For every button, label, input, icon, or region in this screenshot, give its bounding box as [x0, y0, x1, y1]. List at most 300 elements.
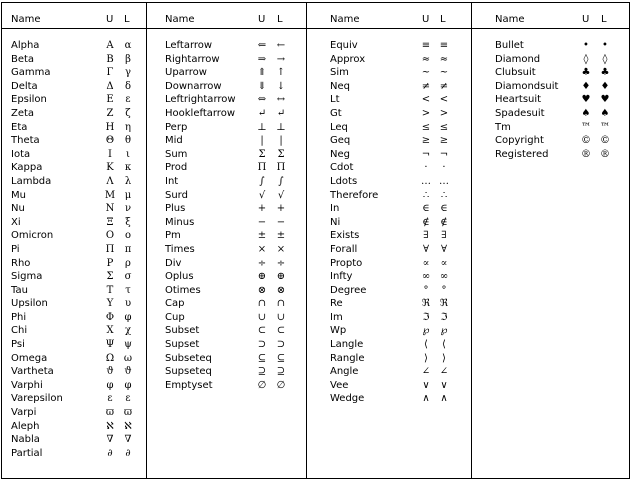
symbol-lower: ⟨: [442, 339, 446, 351]
symbol-row: [2, 202, 146, 216]
symbol-upper: |: [260, 135, 264, 147]
symbol-lower: ⊇: [276, 366, 286, 378]
symbol-name: Degree: [330, 284, 367, 296]
symbol-name: Oplus: [165, 271, 194, 283]
symbol-upper: ≡: [421, 40, 431, 51]
symbol-row: [2, 447, 146, 461]
symbol-upper: −: [257, 216, 267, 228]
symbol-name: Varpi: [11, 407, 37, 419]
symbol-name: Lambda: [11, 175, 52, 187]
symbol-upper: ∞: [421, 271, 431, 283]
symbol-upper: ⊗: [257, 284, 267, 296]
symbol-upper: ♥: [581, 94, 591, 106]
symbol-upper: Δ: [106, 80, 114, 92]
symbol-upper: ∇: [106, 434, 114, 446]
symbol-row: [307, 107, 471, 121]
symbol-lower: ε: [125, 393, 131, 405]
symbol-upper: Ζ: [106, 107, 114, 119]
symbol-upper: ϑ: [106, 366, 114, 378]
symbol-name: Sum: [165, 148, 188, 160]
symbol-lower: ⟩: [442, 352, 446, 364]
symbol-upper: Β: [106, 53, 114, 65]
symbol-row: [2, 433, 146, 447]
symbol-row: [307, 189, 471, 203]
symbol-lower: ∞: [439, 271, 449, 283]
symbol-upper: Σ: [106, 271, 114, 283]
symbol-row: [472, 107, 629, 121]
symbol-upper: Ν: [105, 203, 115, 215]
symbol-upper: Η: [105, 121, 115, 133]
symbol-name: Pm: [165, 230, 181, 242]
symbol-row: [472, 148, 629, 162]
symbol-lower: ∧: [440, 393, 448, 405]
symbol-row: [307, 284, 471, 298]
symbol-lower: +: [276, 203, 286, 215]
symbol-upper: ⇒: [257, 53, 267, 65]
symbol-lower: ~: [439, 67, 449, 79]
symbol-lower: ≡: [439, 40, 449, 51]
symbol-name: Omicron: [11, 230, 54, 242]
symbol-lower: ℑ: [440, 311, 448, 323]
header-upper: U: [582, 14, 590, 25]
header-lower: L: [277, 14, 283, 25]
symbol-name: Nabla: [11, 434, 40, 446]
symbol-name: Clubsuit: [495, 67, 536, 79]
symbol-lower: Π: [276, 162, 286, 174]
symbol-upper: °: [423, 284, 429, 296]
symbol-name: Diamondsuit: [495, 80, 559, 92]
symbol-row: [2, 189, 146, 203]
symbol-lower: ϑ: [124, 366, 132, 378]
symbol-row: [307, 311, 471, 325]
symbol-row: [2, 80, 146, 94]
symbol-name: Infty: [330, 271, 353, 283]
symbol-lower: φ: [124, 379, 132, 391]
symbol-row: [147, 66, 306, 80]
symbol-row: [307, 229, 471, 243]
symbol-upper: ∴: [422, 189, 430, 201]
symbol-upper: ≠: [421, 80, 431, 92]
symbol-lower: ζ: [125, 107, 131, 119]
symbol-name: Perp: [165, 121, 188, 133]
symbol-lower: ∴: [440, 189, 448, 201]
symbol-upper: ℑ: [422, 311, 430, 323]
header-name: Name: [11, 14, 41, 25]
symbol-lower: ≈: [439, 53, 449, 65]
symbol-lower: γ: [125, 67, 131, 79]
symbol-lower: μ: [124, 189, 132, 201]
symbol-name: Varepsilon: [11, 393, 63, 405]
symbol-lower: ∀: [440, 243, 448, 255]
symbol-upper: ∃: [423, 230, 429, 242]
symbol-upper: ¬: [421, 148, 431, 160]
symbol-upper: ∪: [257, 311, 267, 323]
symbol-row: [2, 352, 146, 366]
symbol-lower: ≤: [439, 121, 449, 133]
symbol-lower: ♣: [600, 67, 610, 79]
symbol-row: [147, 202, 306, 216]
symbol-list: [147, 39, 306, 392]
symbol-lower: ™: [600, 121, 610, 133]
symbol-lower: ◊: [602, 53, 608, 65]
symbol-upper: ℵ: [106, 420, 114, 432]
symbol-upper: Ο: [105, 230, 115, 242]
symbol-lower: ±: [276, 230, 286, 242]
symbol-upper: Χ: [106, 325, 114, 337]
symbol-name: Zeta: [11, 107, 35, 119]
symbol-lower: Σ: [277, 148, 285, 160]
symbol-upper: ♣: [581, 67, 591, 79]
symbol-row: [472, 66, 629, 80]
header-lower: L: [601, 14, 607, 25]
symbol-upper: ♦: [581, 80, 591, 92]
symbol-name: Phi: [11, 311, 27, 323]
symbol-lower: ψ: [124, 339, 132, 351]
symbol-upper: Ξ: [106, 216, 114, 228]
symbol-name: Pi: [11, 243, 20, 255]
symbol-name: Tau: [11, 284, 28, 296]
symbol-upper: Α: [106, 40, 114, 51]
symbol-upper: •: [583, 40, 589, 51]
symbol-upper: ⊥: [257, 121, 267, 133]
symbol-upper: ∧: [422, 393, 430, 405]
symbol-lower: ℘: [440, 325, 448, 337]
symbol-row: [2, 257, 146, 271]
symbol-name: Int: [165, 175, 179, 187]
symbol-upper: ∅: [257, 379, 267, 391]
symbol-row: [472, 53, 629, 67]
symbol-lower: ⊕: [276, 271, 286, 283]
symbol-name: Gt: [330, 107, 342, 119]
symbol-lower: ♥: [600, 94, 610, 106]
symbol-name: Neq: [330, 80, 350, 92]
symbol-lower: ×: [276, 243, 286, 255]
symbol-lower: ⊂: [276, 325, 286, 337]
symbol-name: Supseteq: [165, 366, 212, 378]
symbol-column-4: [471, 3, 629, 478]
symbol-name: Rho: [11, 257, 31, 269]
symbol-row: [2, 338, 146, 352]
symbol-name: Downarrow: [165, 80, 222, 92]
symbol-lower: λ: [124, 175, 132, 187]
symbol-name: Subseteq: [165, 352, 212, 364]
symbol-upper: ◊: [583, 53, 589, 65]
symbol-row: [307, 243, 471, 257]
symbol-name: Gamma: [11, 67, 51, 79]
symbol-list: [307, 39, 471, 406]
symbol-upper: ∂: [107, 447, 113, 459]
symbol-lower: ↑: [276, 67, 286, 79]
symbol-upper: ℜ: [421, 298, 431, 310]
column-header: [472, 3, 629, 29]
symbol-row: [2, 284, 146, 298]
symbol-upper: ®: [581, 148, 591, 160]
symbol-row: [307, 121, 471, 135]
symbol-name: Epsilon: [11, 94, 47, 106]
symbol-lower: ε: [125, 94, 131, 106]
symbol-row: [2, 311, 146, 325]
symbol-lower: ∇: [124, 434, 132, 446]
symbol-lower: ∝: [440, 257, 448, 269]
symbol-lower: α: [124, 40, 132, 51]
symbol-lower: κ: [124, 162, 132, 174]
symbol-name: Leftrightarrow: [165, 94, 236, 106]
symbol-lower: ∃: [441, 230, 447, 242]
symbol-lower: χ: [124, 325, 132, 337]
symbol-lower: ♠: [600, 107, 610, 119]
symbol-row: [147, 148, 306, 162]
symbol-name: Subset: [165, 325, 200, 337]
column-header: [147, 3, 306, 29]
symbol-row: [2, 297, 146, 311]
symbol-lower: ν: [124, 203, 132, 215]
symbol-name: Partial: [11, 447, 43, 459]
symbol-name: Psi: [11, 339, 25, 351]
symbol-upper: ⟨: [424, 339, 428, 351]
symbol-row: [147, 175, 306, 189]
symbol-row: [2, 392, 146, 406]
symbol-list: [2, 39, 146, 460]
symbol-lower: θ: [124, 135, 132, 147]
symbol-lower: η: [125, 121, 131, 133]
symbol-name: Equiv: [330, 40, 358, 51]
symbol-name: Theta: [11, 135, 40, 147]
symbol-upper: <: [421, 94, 431, 106]
symbol-name: Varphi: [11, 379, 43, 391]
symbol-table: [1, 2, 630, 479]
symbol-lower: ©: [600, 135, 610, 147]
symbol-name: Angle: [330, 366, 359, 378]
symbol-name: In: [330, 203, 340, 215]
symbol-lower: ∂: [125, 447, 131, 459]
symbol-upper: ⇓: [257, 80, 267, 92]
symbol-lower: τ: [125, 284, 131, 296]
symbol-lower: φ: [124, 311, 132, 323]
symbol-row: [472, 121, 629, 135]
symbol-name: Iota: [11, 148, 31, 160]
symbol-lower: ℜ: [439, 298, 449, 310]
symbol-lower: ↓: [276, 80, 286, 92]
symbol-name: Mu: [11, 189, 26, 201]
symbol-name: Surd: [165, 189, 188, 201]
symbol-lower: ο: [124, 230, 132, 242]
symbol-lower: ∨: [440, 379, 448, 391]
symbol-name: Vartheta: [11, 366, 54, 378]
symbol-name: Leq: [330, 121, 348, 133]
symbol-upper: Ω: [105, 352, 115, 364]
symbol-row: [307, 148, 471, 162]
symbol-name: Cdot: [330, 162, 354, 174]
symbol-lower: σ: [124, 271, 132, 283]
symbol-row: [147, 107, 306, 121]
symbol-name: Cup: [165, 311, 185, 323]
symbol-row: [307, 53, 471, 67]
symbol-lower: β: [125, 53, 131, 65]
symbol-name: Bullet: [495, 40, 524, 51]
symbol-row: [307, 93, 471, 107]
symbol-row: [147, 352, 306, 366]
symbol-row: [147, 93, 306, 107]
symbol-row: [147, 379, 306, 393]
symbol-lower: ≥: [439, 135, 449, 147]
symbol-name: Upsilon: [11, 298, 48, 310]
symbol-row: [307, 270, 471, 284]
symbol-upper: >: [421, 107, 431, 119]
symbol-name: Therefore: [330, 189, 379, 201]
symbol-lower: ®: [600, 148, 610, 160]
symbol-name: Delta: [11, 80, 38, 92]
symbol-lower: ⊥: [276, 121, 286, 133]
symbol-row: [307, 365, 471, 379]
symbol-name: Propto: [330, 257, 363, 269]
header-upper: U: [106, 14, 114, 25]
symbol-row: [472, 80, 629, 94]
symbol-lower: ρ: [125, 257, 131, 269]
symbol-row: [307, 161, 471, 175]
symbol-row: [307, 66, 471, 80]
symbol-lower: °: [441, 284, 447, 296]
symbol-row: [2, 66, 146, 80]
symbol-upper: Ρ: [106, 257, 114, 269]
symbol-name: Vee: [330, 379, 349, 391]
symbol-lower: ∉: [440, 216, 448, 228]
symbol-lower: ♦: [600, 80, 610, 92]
symbol-lower: ι: [126, 148, 130, 160]
symbol-upper: Τ: [106, 284, 114, 296]
symbol-lower: ξ: [125, 216, 131, 228]
symbol-upper: ∠: [421, 366, 431, 378]
header-lower: L: [440, 14, 446, 25]
symbol-lower: ←: [276, 40, 286, 51]
symbol-upper: Φ: [105, 311, 115, 323]
symbol-row: [147, 189, 306, 203]
symbol-name: Approx: [330, 53, 366, 65]
symbol-lower: →: [276, 53, 286, 65]
symbol-column-2: [146, 3, 306, 478]
symbol-lower: ω: [123, 352, 133, 364]
symbol-name: Otimes: [165, 284, 201, 296]
symbol-row: [307, 39, 471, 53]
symbol-row: [2, 324, 146, 338]
symbol-upper: Ι: [108, 148, 112, 160]
symbol-upper: ∉: [422, 216, 430, 228]
symbol-name: Tm: [495, 121, 511, 133]
symbol-upper: √: [258, 189, 266, 201]
symbol-name: Alpha: [11, 40, 40, 51]
symbol-upper: Λ: [106, 175, 114, 187]
symbol-lower: π: [124, 243, 132, 255]
symbol-name: Aleph: [11, 420, 40, 432]
symbol-name: Geq: [330, 135, 351, 147]
symbol-name: Cap: [165, 298, 185, 310]
symbol-name: Wp: [330, 325, 347, 337]
symbol-name: Omega: [11, 352, 48, 364]
header-upper: U: [258, 14, 266, 25]
symbol-upper: ⟩: [424, 352, 428, 364]
symbol-row: [147, 270, 306, 284]
header-upper: U: [422, 14, 430, 25]
symbol-name: Diamond: [495, 53, 541, 65]
symbol-row: [147, 311, 306, 325]
symbol-name: Spadesuit: [495, 107, 545, 119]
symbol-name: Beta: [11, 53, 35, 65]
symbol-row: [307, 216, 471, 230]
symbol-row: [307, 202, 471, 216]
symbol-row: [2, 39, 146, 53]
symbol-lower: •: [602, 40, 608, 51]
symbol-row: [2, 229, 146, 243]
symbol-upper: ♠: [581, 107, 591, 119]
symbol-upper: ⇐: [257, 40, 267, 51]
symbol-name: Kappa: [11, 162, 43, 174]
symbol-row: [147, 216, 306, 230]
symbol-row: [2, 148, 146, 162]
symbol-name: Rightarrow: [165, 53, 220, 65]
symbol-row: [2, 175, 146, 189]
symbol-lower: υ: [124, 298, 132, 310]
symbol-upper: ⊆: [257, 352, 267, 364]
symbol-row: [2, 134, 146, 148]
symbol-name: Exists: [330, 230, 360, 242]
symbol-lower: ·: [442, 162, 446, 174]
symbol-upper: ⊃: [257, 339, 267, 351]
symbol-name: Supset: [165, 339, 200, 351]
symbol-upper: ∈: [422, 203, 430, 215]
symbol-row: [147, 324, 306, 338]
symbol-name: Neg: [330, 148, 350, 160]
symbol-upper: ⊂: [257, 325, 267, 337]
header-name: Name: [165, 14, 195, 25]
symbol-row: [307, 175, 471, 189]
symbol-lower: ∠: [439, 366, 449, 378]
symbol-name: Heartsuit: [495, 94, 542, 106]
symbol-upper: ε: [107, 393, 113, 405]
symbol-row: [307, 80, 471, 94]
symbol-name: Hookleftarrow: [165, 107, 235, 119]
symbol-row: [472, 134, 629, 148]
symbol-lower: −: [276, 216, 286, 228]
symbol-name: Im: [330, 311, 343, 323]
symbol-column-1: [2, 3, 146, 478]
symbol-row: [147, 161, 306, 175]
symbol-row: [147, 121, 306, 135]
symbol-lower: ∩: [276, 298, 286, 310]
symbol-upper: Ε: [106, 94, 114, 106]
symbol-name: Ldots: [330, 175, 358, 187]
symbol-row: [147, 338, 306, 352]
symbol-upper: Μ: [104, 189, 116, 201]
symbol-upper: ∩: [257, 298, 267, 310]
symbol-row: [307, 134, 471, 148]
symbol-row: [2, 93, 146, 107]
symbol-name: Minus: [165, 216, 195, 228]
symbol-upper: Κ: [106, 162, 114, 174]
header-lower: L: [124, 14, 130, 25]
symbol-row: [147, 134, 306, 148]
symbol-name: Wedge: [330, 393, 365, 405]
symbol-name: Leftarrow: [165, 40, 213, 51]
symbol-upper: ↵: [257, 107, 267, 119]
symbol-lower: δ: [124, 80, 132, 92]
symbol-row: [2, 121, 146, 135]
symbol-upper: ~: [421, 67, 431, 79]
symbol-name: Mid: [165, 135, 183, 147]
symbol-row: [147, 229, 306, 243]
symbol-row: [307, 352, 471, 366]
symbol-row: [147, 284, 306, 298]
symbol-name: Nu: [11, 203, 25, 215]
symbol-name: Sigma: [11, 271, 43, 283]
